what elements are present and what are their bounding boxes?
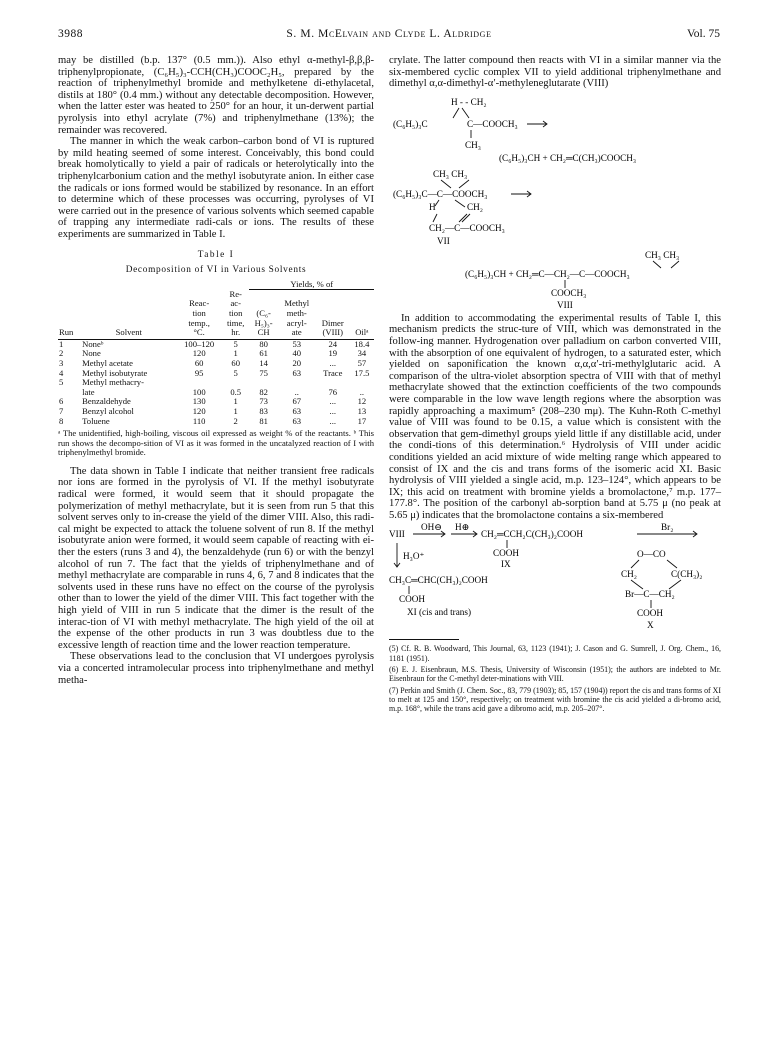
table-cell: 60: [231, 357, 240, 368]
volume-label: Vol. 75: [686, 28, 720, 40]
col-solvent: Solvent: [81, 290, 176, 339]
table-cell: 100: [192, 386, 206, 397]
table-cell: 40: [292, 348, 302, 359]
right-paragraph-2: In addition to accommodating the experimental results of Table I, this mechanism predicts the struc-ture of VIII, which was demonstrated in the follow-ing manner. Hydrogenation over palladium on carbon converted VIII, with the absorption of one equivalent of hydrogen, to a saturated ester, which yielded on saponification the known α,α,α′-tri-methylglutaric acid. A comparison of the ultra-violet absorption spectra of VIII with that of methyl methacrylate showed that the extinction coefficients of the two compounds were comparable in the low wave length regions where the absorption was rapidly approaching a maximum⁵ (208–230 mμ). The Kuhn-Roth C-methyl value of VIII was found to be 0.15, a value which is consistent with the observation that gem-dimethyl groups yield little if any distillable acid, under the condi-tions of this determination.⁶ Hydrolysis of VIII under acidic conditions yielded an acid mixture of wide melting range which appeared to consist of IX and the cis and trans forms of the isomeric acid XI. Basic hydrolysis of VIII yielded a single acid, m.p. 123–124°, which appears to be IX; this acid on treatment with bromine yields a bromolactone,⁷ m.p. 177–177.8°. The position of the carbonyl ab-sorption band at 5.75 μ (no peak at 5.65 μ) indicates that the bromolactone contains a six-membered: [389, 312, 721, 521]
table-cell: ..: [294, 386, 299, 397]
scheme-ph3c-2: (C₆H₅)₃C—C—COOCH₃: [393, 188, 488, 199]
page-number: 3988: [58, 28, 83, 40]
right-column: [389, 55, 721, 716]
h-x-label: X: [647, 620, 654, 631]
table-cell: 17.5: [354, 367, 370, 378]
table-cell: 8: [59, 415, 64, 426]
scheme-ch2-2: CH₂: [467, 201, 483, 212]
results-table: [58, 280, 374, 426]
scheme-h-2: H: [429, 201, 436, 212]
table-cell: ...: [329, 396, 336, 407]
h-acid-ix: CH₂═CCH₂C(CH₃)₂COOH: [481, 529, 584, 540]
table-cell: 73: [259, 396, 268, 407]
table-cell: 24: [328, 338, 338, 349]
table-cell: ...: [329, 405, 336, 416]
table-cell: 3: [59, 357, 64, 368]
hydrolysis-scheme: [389, 523, 721, 633]
left-column: [58, 55, 374, 686]
col-temp: Reac- tion temp., °C.: [176, 290, 222, 339]
scheme-vii-label: VII: [437, 235, 450, 246]
table-cell: Methyl methacry-: [82, 377, 144, 388]
table-cell: None: [82, 348, 101, 359]
h-xi-label: XI (cis and trans): [407, 607, 472, 618]
h-lac-cooh: COOH: [637, 608, 664, 619]
table-cell: 60: [194, 357, 204, 368]
table-cell: 53: [292, 338, 302, 349]
table-cell: 82: [259, 386, 268, 397]
table-cell: 67: [292, 396, 302, 407]
h-xi-main: CH₃C═CHC(CH₃)₂COOH: [389, 575, 488, 586]
scheme-products-2: (C₆H₅)₃CH + CH₂═C—CH₂—C—COOCH₃: [465, 268, 630, 279]
table-cell: 20: [292, 357, 302, 368]
page-header: [58, 28, 720, 44]
table-cell: 5: [59, 377, 64, 388]
table-cell: late: [82, 386, 95, 397]
scheme-cooch3-1: C—COOCH₃: [467, 118, 518, 129]
table-cell: 120: [192, 348, 206, 359]
table-cell: ...: [329, 415, 336, 426]
table-cell: 4: [59, 367, 64, 378]
table-cell: 5: [233, 367, 238, 378]
table-cell: 12: [357, 396, 367, 407]
table-cell: 14: [259, 357, 268, 368]
scheme-cooch3-b: COOCH₃: [551, 287, 587, 298]
col-oil: Oilᵃ: [350, 290, 374, 339]
mechanism-scheme: [389, 94, 721, 309]
scheme-ph3c: (C₆H₅)₃C: [393, 118, 428, 129]
col-time: Re- ac- tion time, hr.: [222, 290, 250, 339]
table-cell: Trace: [323, 367, 343, 378]
table-cell: 0.5: [230, 386, 242, 397]
table-cell: 110: [192, 415, 206, 426]
left-paragraph-4: These observations lead to the conclusion that VI undergoes pyrolysis via a concerted intramolecular process into triphenylmethane and methyl metha-: [58, 651, 374, 686]
table-cell: Benzyl alcohol: [82, 405, 134, 416]
table-cell: 5: [233, 338, 238, 349]
h-oh: OH⊖: [421, 523, 442, 533]
scheme-products-1: (C₆H₅)₃CH + CH₂═C(CH₃)COOCH₃: [499, 152, 637, 163]
h-lac-o-co: O—CO: [637, 549, 666, 560]
right-paragraph-1: crylate. The latter compound then reacts with VI in a similar manner via the six-membered cyclic complex VII to yield additional triphenylmethane and dimethyl α,α-dimethyl-α′-methyleneglutarate (VIII): [389, 55, 721, 90]
table-cell: 63: [292, 415, 302, 426]
table-cell: 76: [328, 386, 338, 397]
table-cell: 1: [59, 338, 64, 349]
table-cell: 2: [59, 348, 64, 359]
table-cell: 1: [233, 396, 238, 407]
left-paragraph-2: The manner in which the weak carbon–carbon bond of VI is ruptured by mild heating seemed of some interest. Conceivably, this bond could break homolytically to yield a pair of radicals or heterolytically into the triphenylcarbonium cation and the methyl isobutyrate anion. In either case the radicals or ions formed would be stabilized by resonance. In an effort to determine which of these processes was occurring, pyrolyses of VI were carried out in the presence of various solvents which seemed capable of trapping any intermediate radi-cals or ions. The results of these experiments are summarized in Table I.: [58, 136, 374, 240]
table-cell: 81: [259, 415, 268, 426]
left-paragraph-3: The data shown in Table I indicate that neither transient free radicals nor ions are formed in the pyrolysis of VI. If the methyl isobutyrate radical were formed, it would seem that it should propagate the polymerization of methyl methacrylate, but it is seen from run 5 that this solvent serves only to in-crease the yield of the dimer VIII. Also, this radi-cal might be expected to attack the toluene solvent of run 8. If the methyl isobutyrate anion were formed, it would seem capable of reacting with ei-ther the esters (runs 3 and 4), the benzaldehyde (run 6) or with the benzyl alcohol of run 7. The fact that the yields of triphenylmethane and of methyl methacrylate are comparable in runs 4, 6, 7 and 8 indicates that the solvents used in these runs have no effect on the course of the pyrolysis other than to lower the yield of the dimer VIII. This fact together with the high yield of VIII in run 5 indicate that the dimer is the result of the interac-tion of VI with methyl methacrylate. The high yield of the oil at the expense of the other products in run 3 was doubtless due to the excessive length of reaction time and the lower reaction temperature.: [58, 465, 374, 651]
table-cell: Toluene: [82, 415, 110, 426]
h-br2: Br₂: [661, 523, 674, 533]
col-triphenylmethane: (C₆- H₅)₃- CH: [249, 290, 277, 339]
running-title: S. M. McElvain and Clyde L. Aldridge: [286, 28, 492, 40]
scheme-ch2-3: CH₂—C—COOCH₃: [429, 222, 505, 233]
table-cell: 6: [59, 396, 64, 407]
table-cell: 34: [357, 348, 367, 359]
table-cell: 100–120: [184, 338, 215, 349]
scheme-ch3-pair: CH₃ CH₃: [433, 168, 468, 179]
h-cooh-ix: COOH: [493, 548, 520, 559]
table-cell: 19: [328, 348, 338, 359]
col-methyl-methacrylate: Methyl meth- acryl- ate: [278, 290, 316, 339]
table-cell: Benzaldehyde: [82, 396, 131, 407]
h-h3o: H₃O⁺: [403, 551, 425, 562]
table-cell: 18.4: [354, 338, 370, 349]
h-xi-cooh: COOH: [399, 594, 426, 605]
table-cell: Methyl acetate: [82, 357, 133, 368]
reference-7: (7) Perkin and Smith (J. Chem. Soc., 83, 779 (1903); 85, 157 (1904)) report the cis and trans forms of XI to melt at 125 and 150°, respectively; on treatment with bromine the cis acid yielded a di-bromo acid, m.p. 168°, while the trans acid gave a dibromo acid, m.p. 205–207°.: [389, 685, 721, 714]
table-cell: 2: [233, 415, 238, 426]
reference-5: (5) Cf. R. B. Woodward, This Journal, 63, 1123 (1941); J. Cason and G. Sumrell, J. Org. Chem., 16, 1181 (1951).: [389, 644, 721, 663]
table-title: Decomposition of VI in Various Solvents: [125, 265, 307, 276]
table-row: [58, 417, 374, 427]
table-cell: 1: [233, 405, 238, 416]
h-viii: VIII: [389, 529, 405, 540]
table-footnotes: ᵃ The unidentified, high-boiling, viscous oil expressed as weight % of the reactants. ᵇ This run shows the decompo-sition of VI as it was formed in the uncatalyzed reaction of I with triphenylmethyl bromide.: [58, 428, 374, 458]
table-caption: Table I: [197, 249, 235, 260]
table-cell: 61: [259, 348, 268, 359]
scheme-viii-label: VIII: [557, 299, 573, 309]
left-paragraph-1: may be distilled (b.p. 137° (0.5 mm.)). Also ethyl α-methyl-β,β,β-triphenylpropionate, (C₆H₅)₃-CCH(CH₃)COOC₂H₅, prepared by the reaction of triphenylmethyl bromide and methylketene di-ethylacetal, distils at 180° (0.4 mm.) without any detectable decomposition. However, when the latter ester was heated to 250° for an hour, it un-derwent partial pyrolysis into ethyl acrylate (7%) and triphenylmethane (13%); the remainder was recovered.: [58, 55, 374, 136]
table-cell: 95: [194, 367, 204, 378]
h-ix-label: IX: [501, 559, 511, 570]
col-dimer: Dimer (VIII): [316, 290, 350, 339]
table-row: [58, 339, 374, 349]
table-cell: ..: [359, 386, 365, 397]
table-cell: 80: [259, 338, 268, 349]
table-cell: 83: [259, 405, 268, 416]
yields-group-header: Yields, % of: [249, 280, 374, 290]
col-run: Run: [58, 290, 81, 339]
h-lac-cme2: C(CH₃)₂: [671, 569, 703, 580]
table-cell: 17: [357, 415, 367, 426]
table-row: [58, 378, 374, 388]
table-cell: ...: [329, 357, 336, 368]
table-cell: 57: [357, 357, 367, 368]
h-lac-br: Br—C—CH₂: [625, 589, 675, 600]
table-cell: 75: [259, 367, 268, 378]
table-cell: 63: [292, 367, 302, 378]
table-cell: 1: [233, 348, 238, 359]
table-cell: 7: [59, 405, 64, 416]
h-lac-ch2: CH₂: [621, 569, 637, 580]
reference-6: (6) E. J. Eisenbraun, M.S. Thesis, University of Wisconsin (1951); the authors are indebted to Mr. Eisenbraun for the C-methyl deter-minations with VIII.: [389, 665, 721, 684]
h-hplus: H⊕: [455, 523, 470, 533]
table-cell: 120: [192, 405, 206, 416]
scheme-h-ch2: H - - CH₂: [451, 96, 487, 107]
table-cell: Noneᵇ: [82, 338, 104, 349]
table-cell: 63: [292, 405, 302, 416]
footnote-rule: [389, 639, 459, 640]
scheme-ch3-pair-b: CH₃ CH₃: [645, 249, 680, 260]
table-cell: 13: [357, 405, 367, 416]
table-cell: 130: [192, 396, 206, 407]
table-cell: Methyl isobutyrate: [82, 367, 148, 378]
scheme-ch3-1: CH₃: [465, 139, 481, 150]
